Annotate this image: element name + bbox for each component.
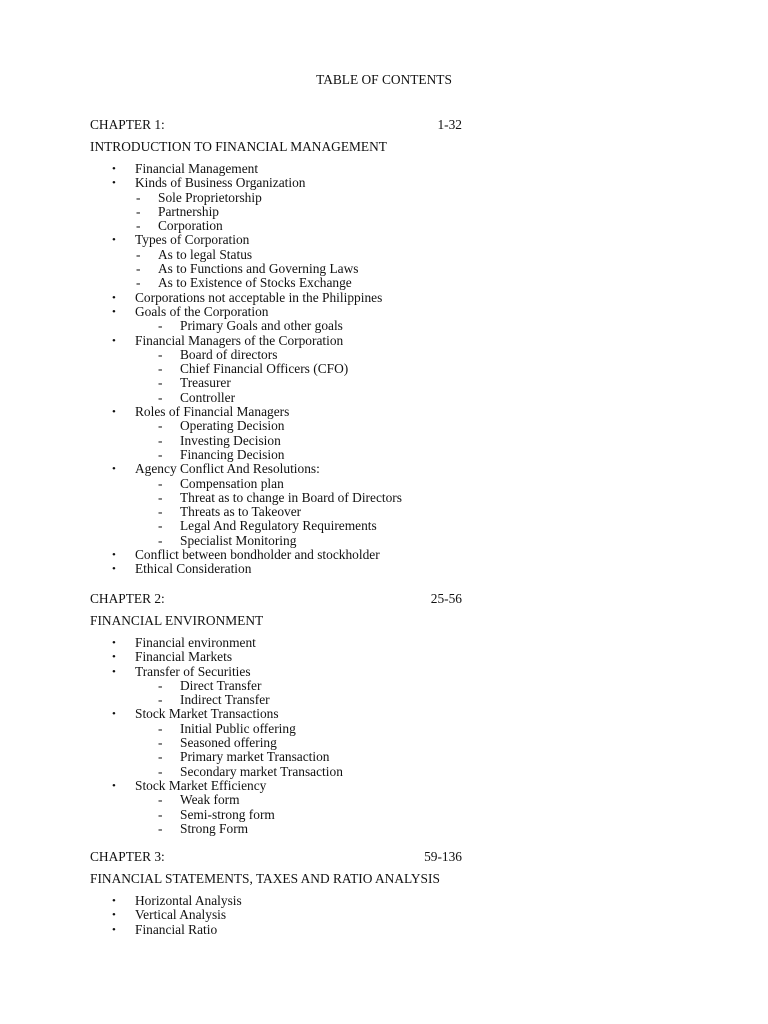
item-text: Initial Public offering	[180, 720, 296, 736]
item-text: Financial Markets	[135, 649, 233, 665]
dash-marker: -	[158, 792, 163, 808]
item-text: Financial Ratio	[135, 921, 218, 937]
item-text: Financial Managers of the Corporation	[135, 332, 344, 348]
item-text: Primary Goals and other goals	[180, 318, 343, 334]
chapter-topic-list	[0, 894, 768, 937]
item-text: Indirect Transfer	[180, 692, 270, 708]
subtopic-item	[0, 477, 768, 491]
topic-item	[0, 405, 768, 419]
topic-item	[0, 923, 768, 937]
dash-marker: -	[136, 246, 141, 262]
item-text: Financing Decision	[180, 446, 285, 462]
item-text: Kinds of Business Organization	[135, 175, 306, 191]
bullet-marker: •	[112, 909, 116, 922]
bullet-marker: •	[112, 651, 116, 664]
item-text: Roles of Financial Managers	[135, 404, 290, 420]
subtopic-item	[0, 191, 768, 205]
dash-marker: -	[158, 346, 163, 362]
topic-item	[0, 176, 768, 190]
chapter-page-range: 25-56	[430, 591, 462, 606]
dash-marker: -	[158, 389, 163, 405]
item-text: Primary market Transaction	[180, 749, 330, 765]
topic-item	[0, 779, 768, 793]
chapter-label: CHAPTER 1:	[90, 117, 165, 132]
item-text: Types of Corporation	[135, 232, 250, 248]
dash-marker: -	[158, 489, 163, 505]
chapter-heading: FINANCIAL STATEMENTS, TAXES AND RATIO ANALYSIS	[90, 871, 440, 886]
dash-marker: -	[136, 218, 141, 234]
topic-item	[0, 162, 768, 176]
chapter-topic-list	[0, 636, 768, 836]
item-text: Corporation	[158, 218, 223, 234]
subtopic-item	[0, 362, 768, 376]
bullet-marker: •	[112, 665, 116, 678]
subtopic-item	[0, 434, 768, 448]
item-text: Direct Transfer	[180, 677, 262, 693]
bullet-marker: •	[112, 334, 116, 347]
topic-item	[0, 462, 768, 476]
item-text: As to Existence of Stocks Exchange	[158, 275, 352, 291]
dash-marker: -	[136, 189, 141, 205]
dash-marker: -	[158, 361, 163, 377]
topic-item	[0, 650, 768, 664]
chapter-page-range: 1-32	[437, 117, 462, 132]
item-text: Sole Proprietorship	[158, 189, 262, 205]
chapter-label: CHAPTER 2:	[90, 591, 165, 606]
chapter-heading: INTRODUCTION TO FINANCIAL MANAGEMENT	[90, 139, 387, 154]
dash-marker: -	[136, 275, 141, 291]
topic-item	[0, 636, 768, 650]
dash-marker: -	[158, 735, 163, 751]
topic-item	[0, 562, 768, 576]
subtopic-item	[0, 693, 768, 707]
item-text: Ethical Consideration	[135, 561, 252, 577]
item-text: Financial Management	[135, 161, 259, 176]
item-text: Conflict between bondholder and stockholder	[135, 547, 380, 563]
subtopic-item	[0, 679, 768, 693]
item-text: Stock Market Efficiency	[135, 777, 267, 793]
dash-marker: -	[158, 763, 163, 779]
topic-item	[0, 233, 768, 247]
bullet-marker: •	[112, 163, 116, 175]
dash-marker: -	[158, 677, 163, 693]
subtopic-item	[0, 448, 768, 462]
item-text: Agency Conflict And Resolutions:	[135, 461, 320, 477]
item-text: Vertical Analysis	[135, 907, 227, 923]
bullet-marker: •	[112, 549, 116, 562]
item-text: Secondary market Transaction	[180, 763, 343, 779]
dash-marker: -	[158, 720, 163, 736]
dash-marker: -	[158, 532, 163, 548]
topic-item	[0, 291, 768, 305]
dash-marker: -	[158, 518, 163, 534]
bullet-marker: •	[112, 708, 116, 721]
item-text: Goals of the Corporation	[135, 303, 269, 319]
topic-item	[0, 548, 768, 562]
topic-item	[0, 908, 768, 922]
subtopic-item	[0, 319, 768, 333]
subtopic-item	[0, 348, 768, 362]
item-text: Threat as to change in Board of Directors	[180, 489, 402, 505]
subtopic-item	[0, 822, 768, 836]
item-text: Semi-strong form	[180, 806, 275, 822]
subtopic-item	[0, 205, 768, 219]
bullet-marker: •	[112, 305, 116, 318]
topic-item	[0, 707, 768, 721]
dash-marker: -	[158, 418, 163, 434]
item-text: Financial environment	[135, 635, 256, 650]
subtopic-item	[0, 765, 768, 779]
item-text: Threats as to Takeover	[180, 504, 302, 520]
subtopic-item	[0, 519, 768, 533]
subtopic-item	[0, 793, 768, 807]
bullet-marker: •	[112, 563, 116, 576]
dash-marker: -	[158, 749, 163, 765]
dash-marker: -	[136, 261, 141, 277]
item-text: As to Functions and Governing Laws	[158, 261, 359, 277]
chapter-label: CHAPTER 3:	[90, 849, 165, 864]
bullet-marker: •	[112, 637, 116, 649]
chapter-topic-list	[0, 162, 768, 577]
bullet-marker: •	[112, 234, 116, 247]
topic-item	[0, 894, 768, 908]
subtopic-item	[0, 808, 768, 822]
subtopic-item	[0, 219, 768, 233]
item-text: Partnership	[158, 203, 219, 219]
chapter-3-row	[90, 848, 462, 866]
dash-marker: -	[158, 504, 163, 520]
bullet-marker: •	[112, 177, 116, 190]
item-text: Controller	[180, 389, 236, 405]
subtopic-item	[0, 722, 768, 736]
item-text: Chief Financial Officers (CFO)	[180, 361, 349, 377]
bullet-marker: •	[112, 291, 116, 304]
dash-marker: -	[158, 820, 163, 836]
item-text: Corporations not acceptable in the Philippines	[135, 289, 383, 305]
item-text: Investing Decision	[180, 432, 281, 448]
subtopic-item	[0, 736, 768, 750]
dash-marker: -	[158, 375, 163, 391]
chapter-page-range: 59-136	[424, 849, 462, 864]
item-text: Operating Decision	[180, 418, 285, 434]
dash-marker: -	[158, 318, 163, 334]
dash-marker: -	[136, 203, 141, 219]
bullet-marker: •	[112, 895, 116, 907]
subtopic-item	[0, 391, 768, 405]
bullet-marker: •	[112, 463, 116, 476]
item-text: Weak form	[180, 792, 240, 808]
bullet-marker: •	[112, 923, 116, 936]
item-text: Board of directors	[180, 346, 278, 362]
dash-marker: -	[158, 475, 163, 491]
chapter-1-row	[90, 116, 462, 134]
subtopic-item	[0, 248, 768, 262]
subtopic-item	[0, 276, 768, 290]
item-text: Legal And Regulatory Requirements	[180, 518, 377, 534]
dash-marker: -	[158, 692, 163, 708]
topic-item	[0, 665, 768, 679]
subtopic-item	[0, 262, 768, 276]
subtopic-item	[0, 505, 768, 519]
dash-marker: -	[158, 806, 163, 822]
item-text: Seasoned offering	[180, 735, 277, 751]
subtopic-item	[0, 491, 768, 505]
dash-marker: -	[158, 446, 163, 462]
item-text: Specialist Monitoring	[180, 532, 297, 548]
chapter-heading: FINANCIAL ENVIRONMENT	[90, 613, 264, 628]
item-text: Strong Form	[180, 820, 249, 836]
page-title: TABLE OF CONTENTS	[316, 72, 452, 87]
item-text: As to legal Status	[158, 246, 253, 262]
bullet-marker: •	[112, 779, 116, 792]
item-text: Transfer of Securities	[135, 663, 251, 679]
item-text: Horizontal Analysis	[135, 893, 242, 908]
chapter-2-row	[90, 590, 462, 608]
subtopic-item	[0, 750, 768, 764]
item-text: Treasurer	[180, 375, 231, 391]
topic-item	[0, 334, 768, 348]
dash-marker: -	[158, 432, 163, 448]
subtopic-item	[0, 419, 768, 433]
item-text: Stock Market Transactions	[135, 706, 279, 722]
subtopic-item	[0, 376, 768, 390]
topic-item	[0, 305, 768, 319]
bullet-marker: •	[112, 406, 116, 419]
subtopic-item	[0, 534, 768, 548]
item-text: Compensation plan	[180, 475, 284, 491]
